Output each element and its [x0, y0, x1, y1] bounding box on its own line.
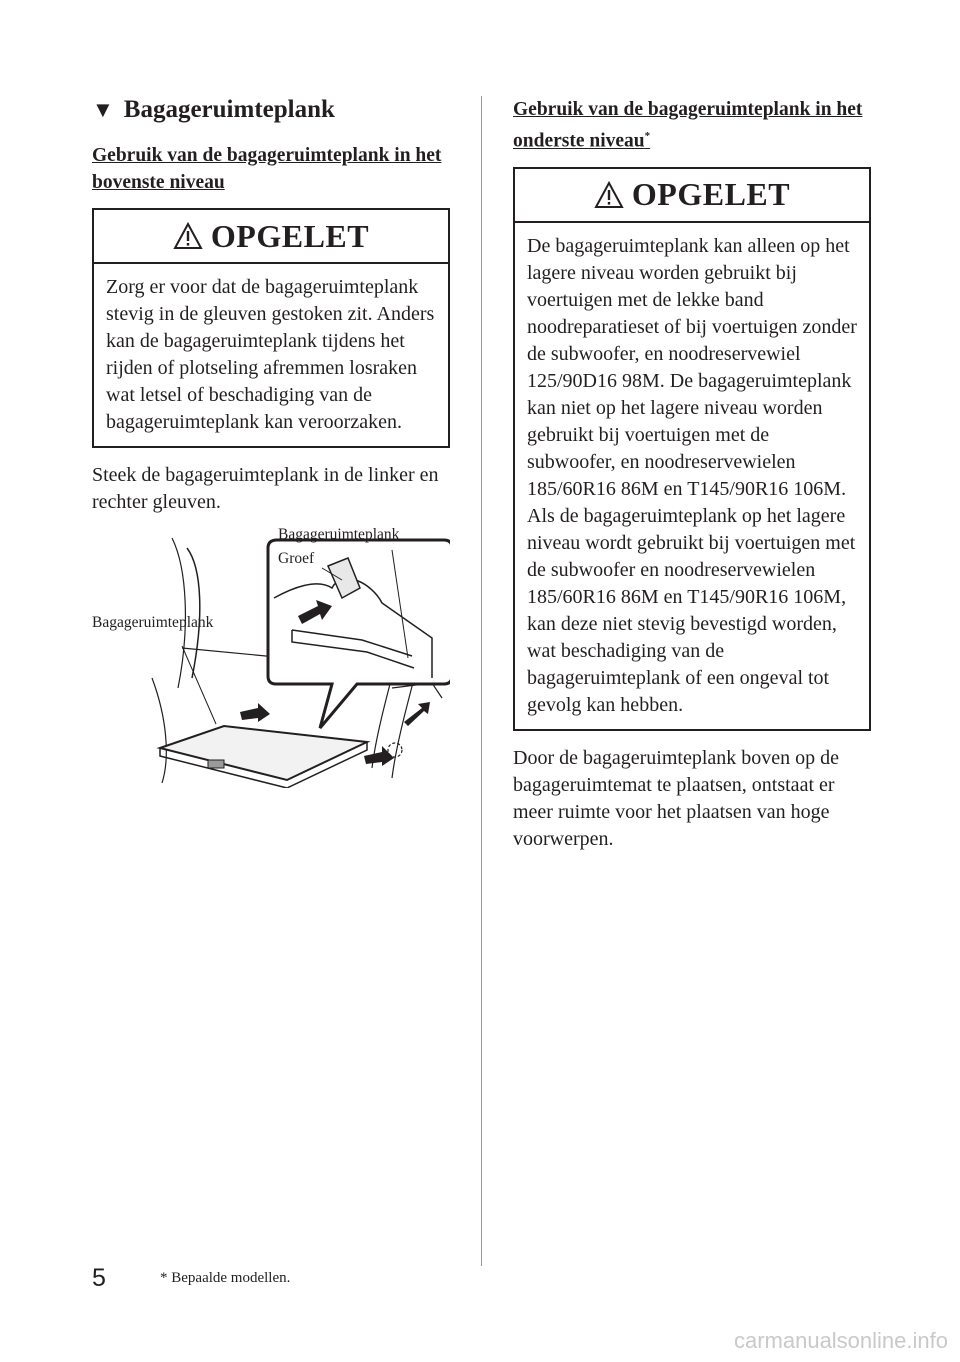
caution-box-lower	[513, 167, 871, 731]
caution-header	[515, 169, 869, 223]
warning-triangle-icon	[594, 181, 624, 209]
caution-text: Zorg er voor dat de bagageruimteplank stevig in de gleuven gestoken zit. Anders kan de bagageruimteplank tijdens het rijden of plotseling afremmen losraken wat letsel of beschadiging van de bagageruimteplank kan veroorzaken.	[106, 276, 435, 433]
instruction-text: Steek de bagageruimteplank in de linker en rechter gleuven.	[92, 464, 439, 513]
footnote: * Bepaalde modellen.	[160, 1270, 291, 1286]
column-divider	[481, 96, 482, 1266]
right-column	[513, 96, 871, 853]
caution-header	[94, 210, 448, 264]
trunk-illustration	[92, 528, 450, 788]
triangle-bullet-icon: ▼	[92, 97, 114, 122]
figure-label-top: Bagageruimteplank	[278, 526, 400, 543]
subheading-lower-text: Gebruik van de bagageruimteplank in het onderste niveau	[513, 99, 863, 152]
left-column	[92, 96, 450, 788]
figure-label-groove: Groef	[278, 550, 315, 567]
section-title	[92, 96, 450, 124]
caution-box-upper	[92, 208, 450, 448]
warning-triangle-icon	[173, 222, 203, 250]
watermark: carmanualsonline.info	[733, 1328, 948, 1353]
caution-title: OPGELET	[631, 176, 791, 212]
section-title-text: Bagageruimteplank	[123, 96, 335, 123]
body-paragraph: Door de bagageruimteplank boven op de bagageruimtemat te plaatsen, ontstaat er meer ruimte voor het plaatsen van hoge voorwerpen.	[513, 746, 840, 850]
caution-title: OPGELET	[210, 217, 370, 254]
trunk-board-illustration	[92, 528, 450, 788]
footnote-mark: *	[644, 130, 651, 142]
subheading-lower-level	[513, 96, 871, 155]
subheading-upper-level: Gebruik van de bagageruimteplank in het bovenste niveau	[92, 145, 442, 193]
caution-text: De bagageruimteplank kan alleen op het lagere niveau worden gebruikt bij voertuigen met de lekke band noodreparatieset of bij voertuigen zonder de subwoofer, en noodreservewiel 125/90D16 98M. De bagageruimteplank kan niet op het lagere niveau worden gebruikt bij voertuigen met de subwoofer, en noodreservewielen 185/60R16 86M en T145/90R16 106M. Als de bagageruimteplank op het lagere niveau wordt gebruikt bij voertuigen met de subwoofer en noodreservewielen 185/60R16 86M en T145/90R16 106M, kan deze niet stevig bevestigd worden, wat beschadiging van de bagageruimteplank of een ongeval tot gevolg kan hebben.	[527, 234, 857, 716]
figure-label-left: Bagageruimteplank	[92, 614, 214, 631]
page-number: 5	[92, 1264, 106, 1292]
